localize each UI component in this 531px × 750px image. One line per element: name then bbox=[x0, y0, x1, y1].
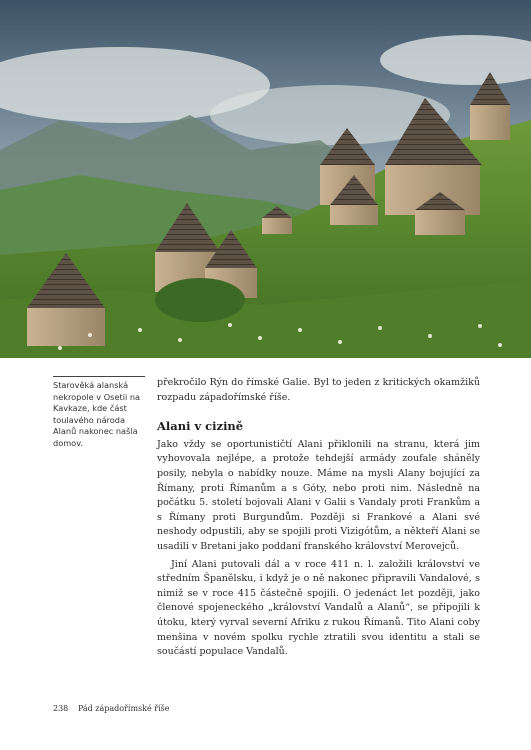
page-number: 238 bbox=[53, 704, 69, 713]
main-text-column bbox=[157, 376, 480, 660]
page-footer bbox=[53, 704, 170, 713]
body-paragraph-1: Jako vždy se oportunističtí Alani přiklonili na stranu, která jim vyhovovala nejlépe, a protože tehdejší armády zoufale sháněly posily, nebyla o nabídky nouze. Máme na mysli Alany bojující za Římany, proti Římanům a s Góty, nebo proti nim. Následně na počátku 5. století bojovali Alani v Galii s Vandaly proti Frankům a s Římany proti Burgundům. Později si Frankové a Alani své neshody odpustili, aby se spojili proti Vizigótům, a někteří Alani se usadili v Bretani jako poddaní franského království Merovejců. bbox=[157, 438, 480, 552]
necropolis-photo bbox=[0, 0, 531, 358]
section-heading: Alani v cizině bbox=[157, 419, 244, 434]
running-title: Pád západořímské říše bbox=[77, 704, 170, 713]
body-paragraph-2: Jiní Alani putovali dál a v roce 411 n. l. založili království ve středním Španělsku, i když je o ně nakonec připravili Vandalové, s nimiž se v roce 415 částečně spojili. O jedenáct let později, jako členové spojeneckého „království Vandalů a Alanů“, se připojili k útoku, který vyrval severní Afriku z rukou Římanů. Tito Alani coby menšina v novém spolku rychle ztratili svou identitu a stali se součástí populace Vandalů. bbox=[157, 558, 480, 658]
photo-caption: Starověká alanská nekropole v Osetii na Kavkaze, kde část toulavého národa Alanů nakonec našla domov. bbox=[53, 376, 145, 450]
intro-paragraph: překročilo Rýn do římské Galie. Byl to jeden z kritických okamžiků rozpadu západořímské říše. bbox=[157, 377, 480, 403]
